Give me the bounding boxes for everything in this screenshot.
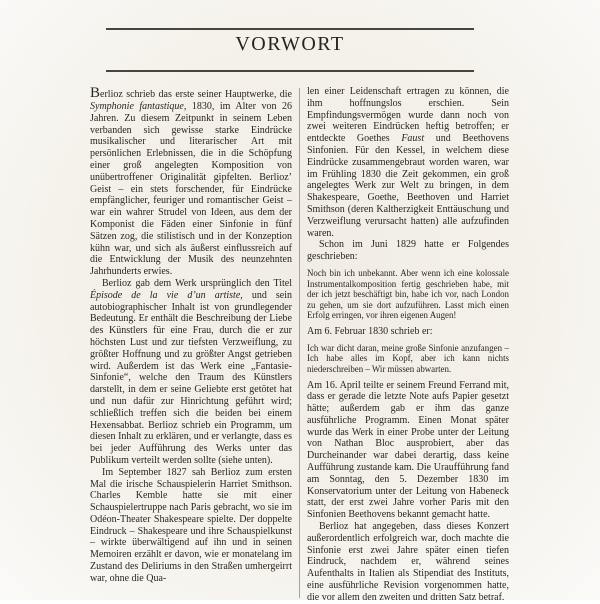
text-content: [90, 86, 510, 604]
body-paragraph: Berlioz schrieb das erste seiner Hauptwerke, die Symphonie fantastique, 1830, im Alter von 26 Jahren. Zu diesem Zeitpunkt in seinem Leben verbanden sich gewisse starke Eindrücke musikalischer und literarischer Art mit persönlichen Erlebnissen, die in die Schöpfung einer groß angelegten Komposition von unübertroffener Originalität gipfelten. Berlioz’ Geist – ein stets forschender, für Eindrücke empfänglicher, feuriger und romantischer Geist – war ein wahrer Strudel von Ideen, aus dem der Komponist die Fäden einer Sinfonie in fünf Sätzen zog, die stilistisch und in der Konzeption kühn war, und sich als äußerst einflussreich auf die Entwicklung der Musik des neunzehnten Jahrhunderts erwies.: [90, 85, 292, 278]
body-paragraph: Berlioz gab dem Werk ursprünglich den Titel Épisode de la vie d’un artiste, und sein autobiographischer Inhalt ist von grundlegender Bedeutung. Er enthält die Beschreibung der Liebe des Künstlers für eine Frau, durch die er zur höchsten Lust und zur tiefsten Verzweiflung, zu größter Hoffnung und zu größter Angst getrieben wird. Außerdem ist das Werk eine „Fantasie-Sinfonie“, welche den Traum des Künstlers darstellt, in dem er seine Geliebte erst getötet hat und nun dafür zur Hinrichtung geführt wird; schließlich treffen sich die beiden bei einem Hexensabbat. Berlioz schrieb ein Programm, um diesen Inhalt zu erklären, und er verlangte, dass es bei jeder Aufführung des Werks unter das Publikum verteilt werden sollte (siehe unten).: [90, 277, 293, 466]
body-paragraph: len einer Leidenschaft ertragen zu können, die ihm hoffnungslos erschien. Sein Empfindungsvermögen wurde dann noch von zwei weiteren Eindrücken heftig betroffen; er entdeckte Goethes Faust und Beethovens Sinfonien. Für den Kessel, in welchem diese Eindrücke zusammengebraut worden waren, war im Frühling 1830 die Zeit gekommen, ein groß angelegtes Werk zur Welt zu bringen, in dem Shakespeare, Goethe, Beethoven und Harriet Smithson (deren Kaltherzigkeit Enttäuschung und Verzweiflung verursacht hatten) alle aufzufinden waren.: [307, 86, 509, 239]
column-divider: [299, 88, 300, 598]
right-column: [307, 86, 509, 604]
quote-paragraph: Ich war dicht daran, meine große Sinfonie anzufangen – Ich habe alles im Kopf, aber ich kann nichts niederschreiben – Wir müssen abwarten.: [307, 342, 509, 374]
body-paragraph: Im September 1827 sah Berlioz zum ersten Mal die irische Schauspielerin Harriet Smithson. Charles Kemble hatte sie mit einer Schauspielertruppe nach Paris gebracht, wo sie im Odéon-Theater Shakespeare spielte. Der doppelte Eindruck – Shakespeare und ihre Schauspielkunst – wirkte überwältigend auf ihn und in seinen Memoiren erzählt er davon, wie er monatelang im Zustand des Deliriums in den Straßen umhergeirrt war, ohne die Qua-: [90, 466, 292, 584]
body-paragraph: Am 6. Februar 1830 schrieb er:: [307, 325, 433, 337]
left-column: [90, 86, 292, 604]
body-paragraph: Schon im Juni 1829 hatte er Folgendes geschrieben:: [307, 239, 509, 263]
title-rule-top: [106, 28, 474, 30]
title-rule-bottom: [106, 70, 474, 72]
page-title: VORWORT: [235, 33, 345, 55]
quote-paragraph: Noch bin ich unbekannt. Aber wenn ich eine kolossale Instrumentalkomposition fertig geschrieben habe, mit der ich jetzt beschäftigt bin, habe ich vor, nach London zu gehen, um sie dort aufzuführen. Lasst mich einen Erfolg erringen, vor ihren eigenen Augen!: [307, 267, 509, 321]
body-paragraph: Berlioz hat angegeben, dass dieses Konzert außerordentlich erfolgreich war, doch machte die Sinfonie erst zwei Jahre später einen tiefen Eindruck, nachdem er, während seines Aufenthalts in Italien als Stipendiat des Instituts, eine ausführliche Revision vorgenommen hatte, die vor allem den zweiten und dritten Satz betraf.: [307, 521, 509, 603]
body-paragraph: Am 16. April teilte er seinem Freund Ferrand mit, dass er gerade die letzte Note aufs Papier gesetzt hätte; außerdem gab er ihm das ganze ausführliche Programm. Einen Monat später wurde das Werk in einer Probe unter der Leitung von Nathan Bloc ausprobiert, aber das Durcheinander war dabei derartig, dass keine Aufführung zustande kam. Die Uraufführung fand am Sonntag, den 5. Dezember 1830 im Konservatorium unter der Leitung von Habeneck statt, der erst zwei Jahre vorher Paris mit den Sinfonien Beethovens bekannt gemacht hatte.: [307, 379, 509, 521]
